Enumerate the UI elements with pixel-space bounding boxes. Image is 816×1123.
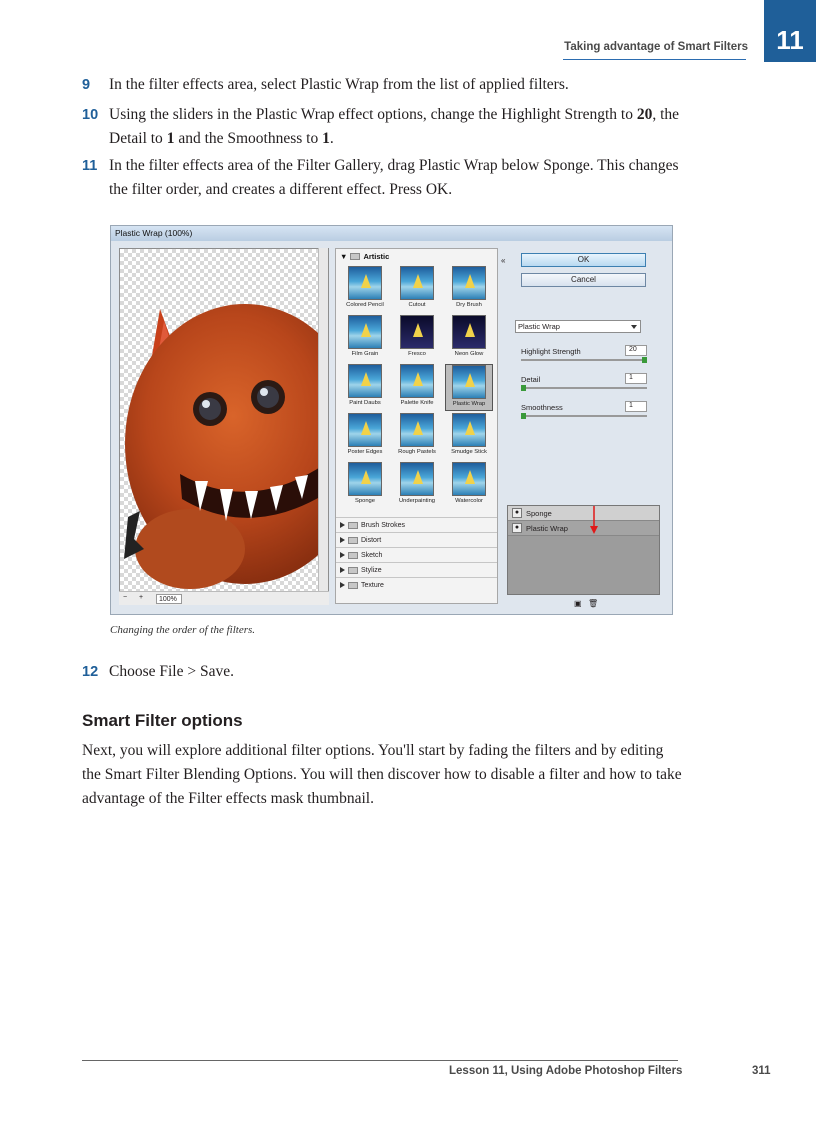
thumb-fresco[interactable] bbox=[393, 315, 441, 362]
step-number: 10 bbox=[82, 107, 99, 123]
folder-icon bbox=[350, 253, 360, 260]
thumb-label: Cutout bbox=[408, 302, 426, 308]
running-header: Taking advantage of Smart Filters bbox=[564, 41, 748, 53]
category-distort[interactable] bbox=[336, 532, 497, 547]
step-text-part: . bbox=[329, 130, 334, 147]
option-detail bbox=[521, 375, 651, 384]
preview-vertical-scrollbar[interactable] bbox=[318, 248, 328, 598]
thumb-plastic-wrap[interactable] bbox=[445, 364, 493, 411]
zoom-level[interactable]: 100% bbox=[156, 594, 182, 604]
step-number: 9 bbox=[82, 77, 91, 93]
step-9 bbox=[82, 73, 682, 97]
layer-label: Sponge bbox=[526, 508, 552, 518]
thumb-label: Smudge Stick bbox=[451, 449, 487, 455]
step-11 bbox=[82, 154, 682, 202]
category-brush-strokes[interactable] bbox=[336, 517, 497, 532]
option-value-field[interactable]: 1 bbox=[625, 373, 647, 384]
step-text: In the filter effects area of the Filter Gallery, drag Plastic Wrap below Sponge. This changes the filter order, and creates a different effect. Press OK. bbox=[109, 157, 679, 198]
category-sketch[interactable] bbox=[336, 547, 497, 562]
page-number: 311 bbox=[752, 1065, 771, 1077]
thumb-watercolor[interactable] bbox=[445, 462, 493, 509]
thumb-label: Colored Pencil bbox=[346, 302, 384, 308]
eye-icon[interactable]: ● bbox=[512, 508, 522, 518]
filter-gallery-screenshot bbox=[110, 225, 673, 615]
slider-knob[interactable] bbox=[642, 357, 647, 363]
thumb-label: Watercolor bbox=[455, 498, 483, 504]
group-artistic[interactable] bbox=[336, 249, 497, 264]
step-number: 12 bbox=[82, 664, 99, 680]
window-title: Plastic Wrap (100%) bbox=[111, 226, 672, 241]
thumb-film-grain[interactable] bbox=[341, 315, 389, 362]
zoom-out-icon[interactable]: − bbox=[123, 594, 128, 601]
chevron-right-icon bbox=[340, 582, 345, 588]
thumb-cutout[interactable] bbox=[393, 266, 441, 313]
header-rule bbox=[563, 59, 746, 60]
thumbnail-image bbox=[348, 364, 382, 398]
thumb-palette-knife[interactable] bbox=[393, 364, 441, 411]
cancel-button[interactable]: Cancel bbox=[521, 273, 646, 287]
thumb-label: Dry Brush bbox=[456, 302, 482, 308]
folder-icon bbox=[348, 582, 358, 589]
step-text-part: , the Detail to bbox=[109, 106, 680, 147]
chevron-right-icon bbox=[340, 537, 345, 543]
thumbnail-image bbox=[348, 462, 382, 496]
thumb-label: Neon Glow bbox=[454, 351, 484, 357]
smoothness-value: 1 bbox=[322, 130, 330, 147]
filter-select[interactable]: Plastic Wrap bbox=[515, 320, 641, 333]
filter-thumbnails bbox=[336, 264, 497, 511]
thumb-label: Poster Edges bbox=[347, 449, 383, 455]
step-12 bbox=[82, 660, 682, 684]
applied-filters-list bbox=[507, 505, 660, 608]
filter-layer-plastic-wrap[interactable] bbox=[508, 521, 659, 536]
step-number: 11 bbox=[82, 158, 98, 174]
step-text bbox=[109, 103, 682, 151]
option-value-field[interactable]: 1 bbox=[625, 401, 647, 412]
ok-button[interactable]: OK bbox=[521, 253, 646, 267]
folder-icon bbox=[348, 522, 358, 529]
slider-knob[interactable] bbox=[521, 413, 526, 419]
thumbnail-image bbox=[348, 266, 382, 300]
step-text-part: and the Smoothness to bbox=[174, 130, 323, 147]
thumbnail-image bbox=[348, 315, 382, 349]
thumb-label: Palette Knife bbox=[400, 400, 434, 406]
body-paragraph: Next, you will explore additional filter options. You'll start by fading the filters and by editing the Smart Filter Blending Options. You will then discover how to disable a filter and how to take advantage of the Filter effects mask thumbnail. bbox=[82, 742, 682, 807]
thumb-rough-pastels[interactable] bbox=[393, 413, 441, 460]
option-label: Detail bbox=[521, 375, 541, 384]
chevron-down-icon: ▼ bbox=[340, 252, 348, 261]
group-label: Artistic bbox=[363, 252, 390, 261]
chapter-tab: 11 bbox=[764, 0, 816, 62]
category-label: Texture bbox=[361, 581, 384, 589]
folder-icon bbox=[348, 567, 358, 574]
preview-canvas bbox=[119, 248, 329, 598]
detail-value: 1 bbox=[166, 130, 175, 147]
thumbnail-image bbox=[400, 462, 434, 496]
thumbnail-image bbox=[400, 413, 434, 447]
thumbnail-image bbox=[452, 365, 486, 399]
thumbnail-image bbox=[348, 413, 382, 447]
option-label: Highlight Strength bbox=[521, 347, 581, 356]
thumb-sponge[interactable] bbox=[341, 462, 389, 509]
thumbnail-image bbox=[452, 315, 486, 349]
thumb-label: Rough Pastels bbox=[398, 449, 436, 455]
thumb-colored-pencil[interactable] bbox=[341, 266, 389, 313]
category-texture[interactable] bbox=[336, 577, 497, 592]
slider-track[interactable] bbox=[521, 387, 647, 389]
new-layer-icon[interactable]: ▣ bbox=[574, 599, 582, 608]
category-stylize[interactable] bbox=[336, 562, 497, 577]
category-label: Distort bbox=[361, 536, 382, 544]
monster-illustration bbox=[120, 249, 329, 598]
thumbnail-image bbox=[452, 266, 486, 300]
thumb-neon-glow[interactable] bbox=[445, 315, 493, 362]
option-smoothness bbox=[521, 403, 651, 412]
footer-rule bbox=[82, 1060, 678, 1061]
eye-icon[interactable]: ● bbox=[512, 523, 522, 533]
filter-gallery-list bbox=[335, 248, 498, 604]
slider-track[interactable] bbox=[521, 359, 647, 361]
thumb-dry-brush[interactable] bbox=[445, 266, 493, 313]
step-text-part: Using the sliders in the Plastic Wrap effect options, change the Highlight Strength to bbox=[109, 106, 637, 123]
thumb-label: Fresco bbox=[408, 351, 426, 357]
collapse-icon[interactable]: « bbox=[501, 256, 506, 265]
highlight-value: 20 bbox=[636, 106, 653, 123]
thumb-label: Sponge bbox=[355, 498, 375, 504]
folder-icon bbox=[348, 552, 358, 559]
thumb-label: Film Grain bbox=[351, 351, 379, 357]
preview-zoom-bar bbox=[119, 591, 329, 605]
thumb-label: Plastic Wrap bbox=[452, 401, 486, 407]
thumbnail-image bbox=[452, 462, 486, 496]
step-text: Choose File > Save. bbox=[109, 663, 234, 680]
footer-lesson: Lesson 11, Using Adobe Photoshop Filters bbox=[449, 1065, 683, 1077]
chevron-right-icon bbox=[340, 522, 345, 528]
chevron-right-icon bbox=[340, 552, 345, 558]
drag-arrow-icon bbox=[590, 506, 598, 536]
layer-label: Plastic Wrap bbox=[526, 523, 568, 533]
slider-track[interactable] bbox=[521, 415, 647, 417]
slider-knob[interactable] bbox=[521, 385, 526, 391]
filter-layer-sponge[interactable] bbox=[508, 506, 659, 521]
section-heading: Smart Filter options bbox=[82, 711, 243, 730]
category-label: Brush Strokes bbox=[361, 521, 405, 529]
trash-icon[interactable]: 🗑 bbox=[588, 599, 599, 608]
category-label: Stylize bbox=[361, 566, 382, 574]
thumb-paint-daubs[interactable] bbox=[341, 364, 389, 411]
option-label: Smoothness bbox=[521, 403, 563, 412]
thumb-poster-edges[interactable] bbox=[341, 413, 389, 460]
option-highlight-strength bbox=[521, 347, 651, 356]
thumbnail-image bbox=[400, 315, 434, 349]
thumbnail-image bbox=[400, 364, 434, 398]
zoom-in-icon[interactable]: + bbox=[139, 594, 144, 601]
thumbnail-image bbox=[400, 266, 434, 300]
figure-caption: Changing the order of the filters. bbox=[110, 624, 256, 636]
step-10 bbox=[82, 103, 682, 151]
category-label: Sketch bbox=[361, 551, 383, 559]
folder-icon bbox=[348, 537, 358, 544]
thumb-smudge-stick[interactable] bbox=[445, 413, 493, 460]
chevron-right-icon bbox=[340, 567, 345, 573]
step-text: In the filter effects area, select Plastic Wrap from the list of applied filters. bbox=[109, 76, 569, 93]
filter-options-panel bbox=[501, 248, 669, 518]
thumb-underpainting[interactable] bbox=[393, 462, 441, 509]
thumb-label: Underpainting bbox=[398, 498, 436, 504]
thumb-label: Paint Daubs bbox=[349, 400, 381, 406]
option-value-field[interactable]: 20 bbox=[625, 345, 647, 356]
thumbnail-image bbox=[452, 413, 486, 447]
